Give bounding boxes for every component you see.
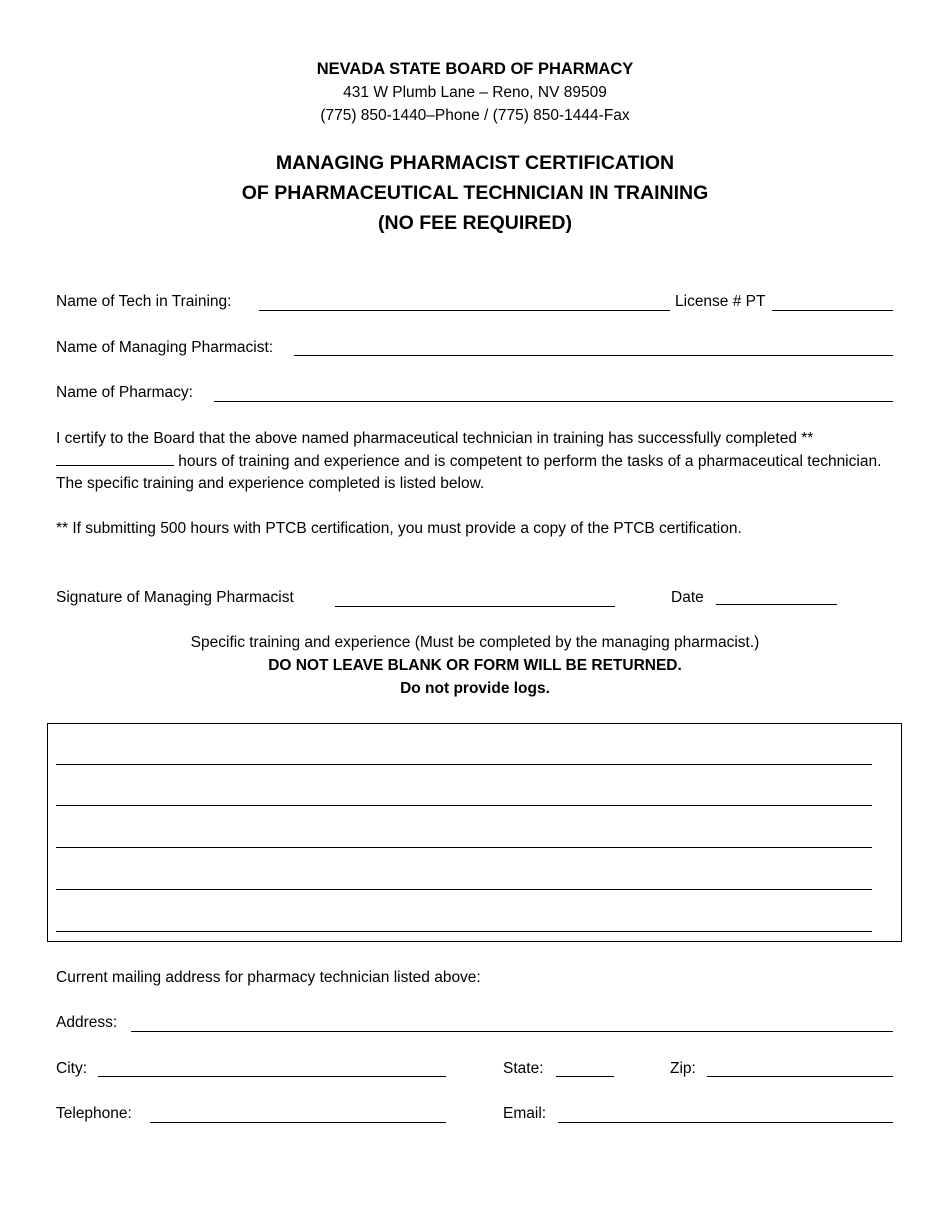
training-experience-box[interactable] bbox=[47, 723, 902, 942]
managing-pharmacist-field[interactable] bbox=[294, 355, 893, 356]
signature-label: Signature of Managing Pharmacist bbox=[56, 589, 294, 606]
org-name: NEVADA STATE BOARD OF PHARMACY bbox=[316, 60, 634, 78]
signature-field[interactable] bbox=[335, 606, 615, 607]
ptcb-note: ** If submitting 500 hours with PTCB certification, you must provide a copy of the PTCB certification. bbox=[56, 520, 742, 537]
city-field[interactable] bbox=[98, 1076, 446, 1077]
training-line[interactable] bbox=[56, 847, 872, 848]
training-warning: DO NOT LEAVE BLANK OR FORM WILL BE RETURNED. bbox=[268, 657, 682, 674]
license-number-field[interactable] bbox=[772, 310, 893, 311]
license-label: License # PT bbox=[675, 293, 766, 310]
pharmacy-name-label: Name of Pharmacy: bbox=[56, 384, 193, 401]
city-label: City: bbox=[56, 1060, 87, 1077]
training-hours-field[interactable] bbox=[56, 451, 174, 466]
email-field[interactable] bbox=[558, 1122, 893, 1123]
date-label: Date bbox=[671, 589, 704, 606]
tech-name-field[interactable] bbox=[259, 310, 670, 311]
form-title-line1: MANAGING PHARMACIST CERTIFICATION bbox=[275, 152, 675, 174]
form-title-line3: (NO FEE REQUIRED) bbox=[378, 212, 572, 234]
zip-field[interactable] bbox=[707, 1076, 893, 1077]
no-logs-note: Do not provide logs. bbox=[400, 680, 550, 697]
state-label: State: bbox=[503, 1060, 544, 1077]
telephone-field[interactable] bbox=[150, 1122, 446, 1123]
org-address: 431 W Plumb Lane – Reno, NV 89509 bbox=[343, 84, 607, 101]
pharmacy-name-field[interactable] bbox=[214, 401, 893, 402]
certification-text-after: hours of training and experience and is competent to perform the tasks of a pharmaceutical technician. The specific training and experience completed is listed below. bbox=[56, 452, 882, 492]
email-label: Email: bbox=[503, 1105, 547, 1122]
address-field[interactable] bbox=[131, 1031, 893, 1032]
state-field[interactable] bbox=[556, 1076, 614, 1077]
zip-label: Zip: bbox=[670, 1060, 696, 1077]
form-title-line2: OF PHARMACEUTICAL TECHNICIAN IN TRAINING bbox=[241, 182, 709, 204]
training-line[interactable] bbox=[56, 764, 872, 765]
address-label: Address: bbox=[56, 1014, 118, 1031]
certification-statement bbox=[56, 428, 896, 496]
certification-text-before: I certify to the Board that the above named pharmaceutical technician in training has successfully completed ** bbox=[56, 430, 814, 447]
training-line[interactable] bbox=[56, 805, 872, 806]
date-field[interactable]: ______________ bbox=[716, 589, 837, 606]
telephone-label: Telephone: bbox=[56, 1105, 132, 1122]
training-instruction: Specific training and experience (Must be completed by the managing pharmacist.) bbox=[190, 634, 760, 651]
managing-pharmacist-label: Name of Managing Pharmacist: bbox=[56, 339, 274, 356]
org-contact: (775) 850-1440–Phone / (775) 850-1444-Fax bbox=[320, 107, 630, 124]
training-line[interactable] bbox=[56, 889, 872, 890]
training-line[interactable] bbox=[56, 931, 872, 932]
mailing-address-heading: Current mailing address for pharmacy technician listed above: bbox=[56, 969, 481, 986]
tech-name-label: Name of Tech in Training: bbox=[56, 293, 232, 310]
